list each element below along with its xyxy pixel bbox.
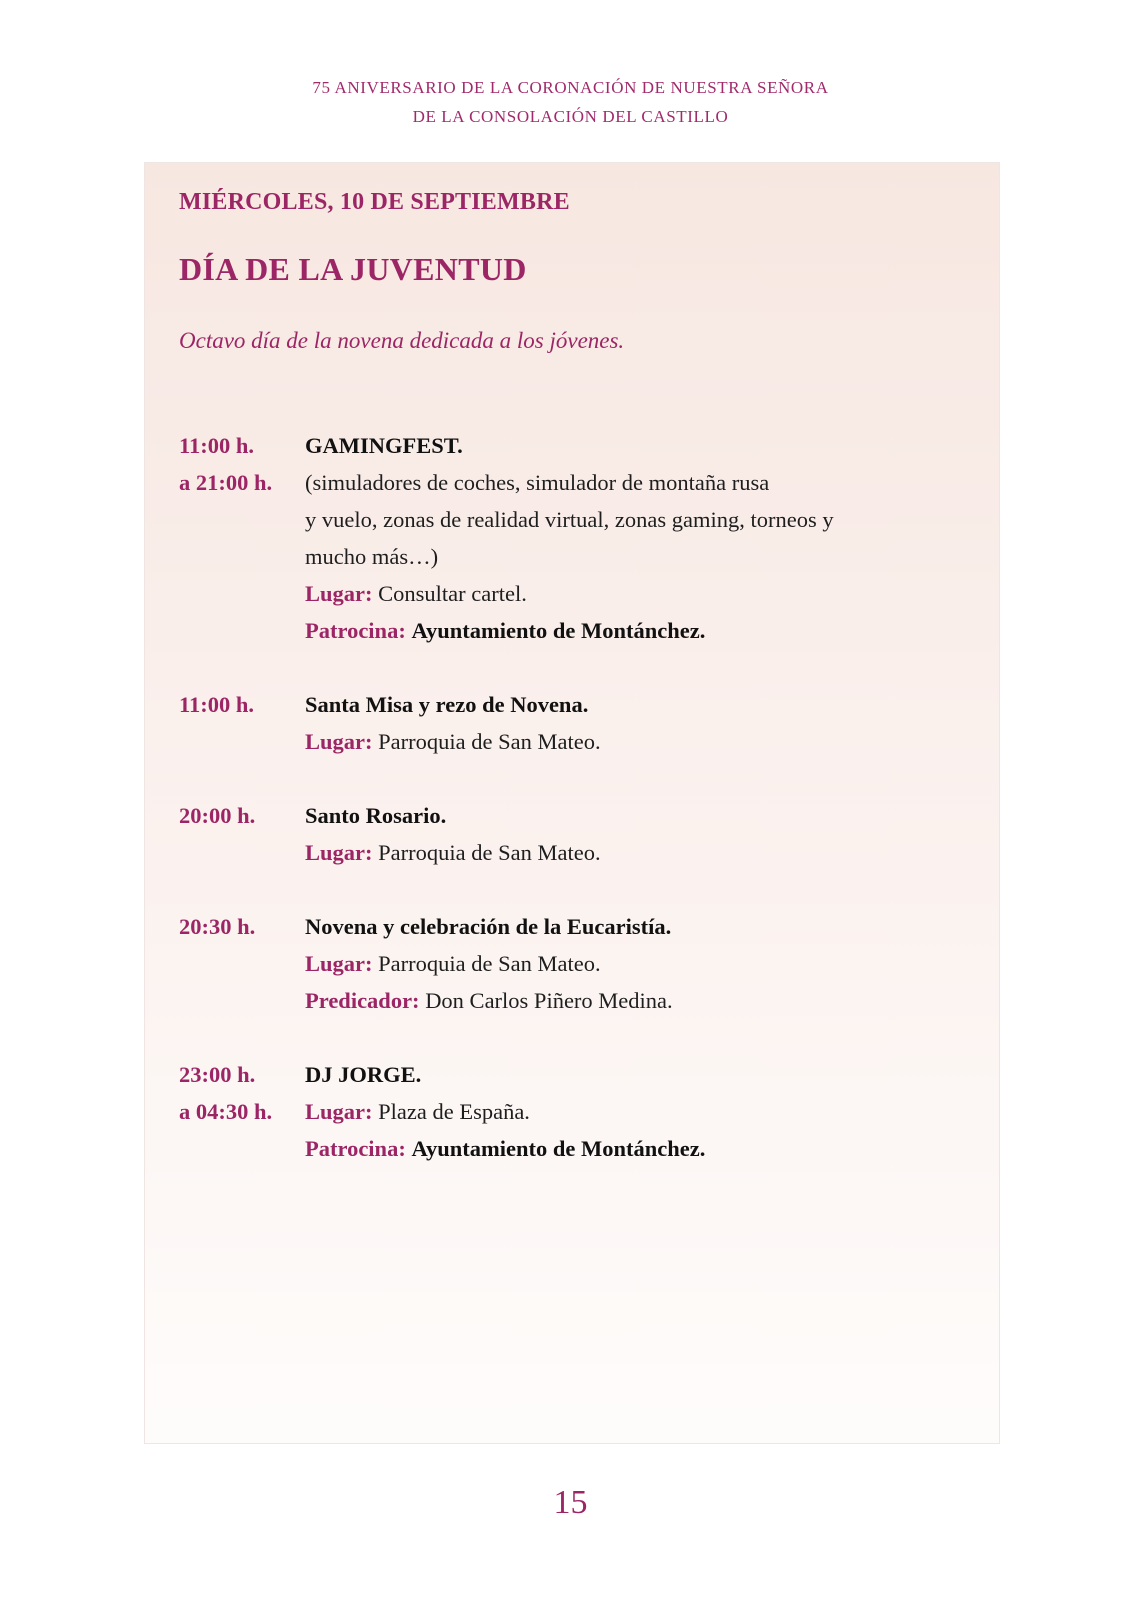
location-value: Parroquia de San Mateo.	[378, 951, 601, 976]
preacher-value: Don Carlos Piñero Medina.	[425, 988, 673, 1013]
event-times	[179, 1056, 305, 1167]
event-sponsor	[305, 1130, 979, 1167]
event-start-time: 11:00 h.	[179, 433, 255, 458]
program-panel	[144, 162, 1000, 1444]
preacher-label: Predicador:	[305, 988, 420, 1013]
event-sponsor	[305, 612, 979, 649]
intro-text: Octavo día de la novena dedicada a los jóvenes.	[179, 328, 625, 353]
event-end-time: a 21:00 h.	[179, 470, 273, 495]
event-location	[305, 723, 979, 760]
running-header-line-2: DE LA CONSOLACIÓN DEL CASTILLO	[412, 107, 729, 126]
event-times	[179, 427, 305, 649]
event-location	[305, 834, 979, 871]
sponsor-label: Patrocina:	[305, 618, 406, 643]
event-location	[305, 575, 979, 612]
event-location	[305, 945, 979, 982]
location-label: Lugar:	[305, 951, 373, 976]
event-description: (simuladores de coches, simulador de montaña rusa y vuelo, zonas de realidad virtual, zonas gaming, torneos y mucho más…)	[305, 470, 834, 569]
event-details	[305, 1056, 979, 1167]
schedule-event	[179, 797, 979, 871]
location-label: Lugar:	[305, 729, 373, 754]
event-end-time: a 04:30 h.	[179, 1099, 273, 1124]
schedule-list	[179, 427, 979, 1204]
page-title: DÍA DE LA JUVENTUD	[179, 251, 527, 287]
schedule-event	[179, 686, 979, 760]
event-times	[179, 797, 305, 871]
event-title: Santa Misa y rezo de Novena.	[305, 692, 589, 717]
location-label: Lugar:	[305, 581, 373, 606]
event-title: GAMINGFEST.	[305, 433, 463, 458]
schedule-event	[179, 1056, 979, 1167]
sponsor-value: Ayuntamiento de Montánchez.	[411, 1136, 706, 1161]
page-number: 15	[553, 1484, 588, 1521]
event-start-time: 20:30 h.	[179, 914, 256, 939]
event-location	[305, 1093, 979, 1130]
location-label: Lugar:	[305, 840, 373, 865]
event-details	[305, 908, 979, 1019]
location-label: Lugar:	[305, 1099, 373, 1124]
sponsor-label: Patrocina:	[305, 1136, 406, 1161]
running-header	[0, 73, 1141, 131]
event-times	[179, 686, 305, 760]
event-details	[305, 686, 979, 760]
event-title: Santo Rosario.	[305, 803, 447, 828]
running-header-line-1: 75 ANIVERSARIO DE LA CORONACIÓN DE NUESTRA SEÑORA	[312, 78, 829, 97]
event-details	[305, 427, 979, 649]
event-details	[305, 797, 979, 871]
day-heading: MIÉRCOLES, 10 DE SEPTIEMBRE	[179, 189, 570, 215]
location-value: Parroquia de San Mateo.	[378, 729, 601, 754]
event-title: DJ JORGE.	[305, 1062, 422, 1087]
sponsor-value: Ayuntamiento de Montánchez.	[411, 618, 706, 643]
event-start-time: 20:00 h.	[179, 803, 256, 828]
schedule-event	[179, 427, 979, 649]
event-times	[179, 908, 305, 1019]
event-preacher	[305, 982, 979, 1019]
location-value: Plaza de España.	[378, 1099, 530, 1124]
event-title: Novena y celebración de la Eucaristía.	[305, 914, 672, 939]
event-start-time: 23:00 h.	[179, 1062, 256, 1087]
location-value: Parroquia de San Mateo.	[378, 840, 601, 865]
event-start-time: 11:00 h.	[179, 692, 255, 717]
schedule-event	[179, 908, 979, 1019]
location-value: Consultar cartel.	[378, 581, 527, 606]
